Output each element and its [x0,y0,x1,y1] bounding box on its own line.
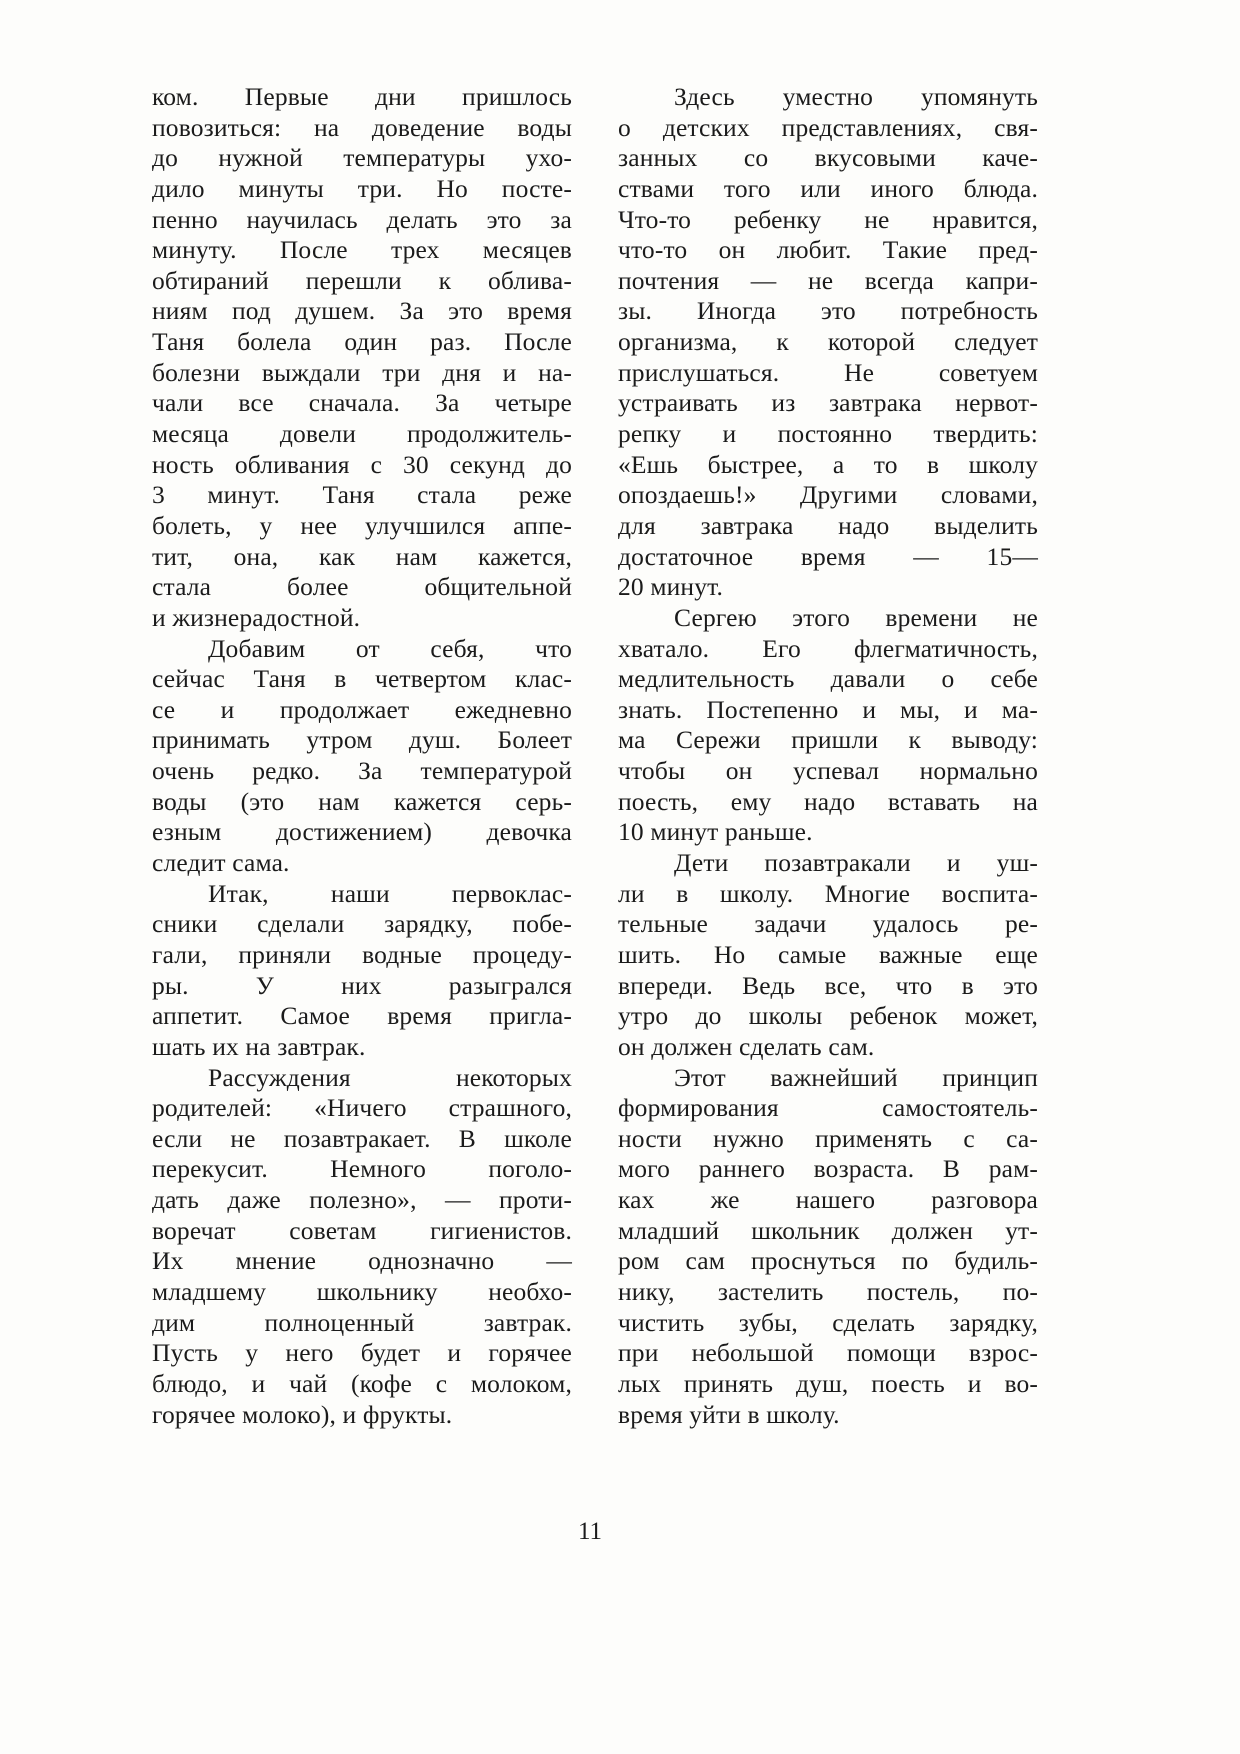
text-line: Их мнение однозначно — [152,1246,572,1276]
text-line: стала более общительной [152,572,572,602]
text-line: о детских представлениях, свя- [618,112,1038,142]
text-line: медлительность давали о себе [618,664,1038,694]
text-line: сейчас Таня в четвертом клас- [152,664,572,694]
text-line: се и продолжает ежедневно [152,694,572,724]
text-line: Сергею этого времени не [674,602,1038,632]
text-line: чистить зубы, сделать зарядку, [618,1307,1038,1337]
text-line: впереди. Ведь все, что в это [618,970,1038,1000]
text-line: очень редко. За температурой [152,756,572,786]
text-line: Итак, наши первоклас- [208,878,572,908]
text-line: Что-то ребенку не нравится, [618,204,1038,234]
text-line: знать. Постепенно и мы, и ма- [618,694,1038,724]
text-line: младший школьник должен ут- [618,1215,1038,1245]
text-line: Этот важнейший принцип [674,1062,1038,1092]
text-line: зы. Иногда это потребность [618,296,1038,326]
text-line: почтения — не всегда капри- [618,265,1038,295]
text-line: перекусит. Немного поголо- [152,1154,572,1184]
text-line: ность обливания с 30 секунд до [152,449,572,479]
text-line: ком. Первые дни пришлось [152,82,572,111]
text-line: ках же нашего разговора [618,1185,1038,1215]
text-line: аппетит. Самое время пригла- [152,1001,572,1031]
text-line: дим полноценный завтрак. [152,1307,572,1337]
text-line: Пусть у него будет и горячее [152,1338,572,1368]
text-line: родителей: «Ничего страшного, [152,1093,572,1123]
text-column-right [618,82,1038,1430]
text-line: горячее молоко), и фрукты. [152,1399,453,1429]
text-line: 10 минут раньше. [618,817,813,847]
text-line: прислушаться. Не советуем [618,357,1038,387]
text-column-left [152,82,572,1430]
text-line: болеть, у нее улучшился аппе- [152,510,572,540]
text-line: шать их на завтрак. [152,1031,366,1061]
text-line: репку и постоянно твердить: [618,419,1038,449]
text-line: ром сам проснуться по будиль- [618,1246,1038,1276]
text-line: чтобы он успевал нормально [618,756,1038,786]
text-line: занных со вкусовыми каче- [618,143,1038,173]
text-line: дило минуты три. Но посте- [152,173,572,203]
text-line: гали, приняли водные процеду- [152,939,572,969]
text-line: нику, застелить постель, по- [618,1276,1038,1306]
text-line: если не позавтракает. В школе [152,1123,572,1153]
text-line: Добавим от себя, что [208,633,572,663]
text-line: он должен сделать сам. [618,1031,875,1061]
text-line: до нужной температуры ухо- [152,143,572,173]
text-line: что-то он любит. Такие пред- [618,235,1038,265]
text-line: Таня болела один раз. После [152,327,572,357]
text-line: организма, к которой следует [618,327,1038,357]
text-line: Здесь уместно упомянуть [674,82,1038,111]
text-line: время уйти в школу. [618,1399,840,1429]
text-line: шить. Но самые важные еще [618,939,1038,969]
text-line: воречат советам гигиенистов. [152,1215,572,1245]
text-line: ма Сережи пришли к выводу: [618,725,1038,755]
text-line: поесть, ему надо вставать на [618,786,1038,816]
text-line: пенно научилась делать это за [152,204,572,234]
text-line: минуту. После трех месяцев [152,235,572,265]
text-line: обтираний перешли к облива- [152,265,572,295]
text-line: опоздаешь!» Другими словами, [618,480,1038,510]
text-line: «Ешь быстрее, а то в школу [618,449,1038,479]
text-line: младшему школьнику необхо- [152,1276,572,1306]
text-line: для завтрака надо выделить [618,510,1038,540]
text-line: при небольшой помощи взрос- [618,1338,1038,1368]
text-line: 20 минут. [618,572,724,602]
text-line: воды (это нам кажется серь- [152,786,572,816]
text-line: месяца довели продолжитель- [152,419,572,449]
page-number: 11 [577,1518,603,1545]
text-line: дать даже полезно», — проти- [152,1185,572,1215]
text-line: чали все сначала. За четыре [152,388,572,418]
text-line: повозиться: на доведение воды [152,112,572,142]
text-line: Дети позавтракали и уш- [674,848,1038,878]
text-line: и жизнерадостной. [152,602,361,632]
text-line: тит, она, как нам кажется, [152,541,572,571]
text-line: езным достижением) девочка [152,817,572,847]
text-line: ли в школу. Многие воспита- [618,878,1038,908]
text-line: блюдо, и чай (кофе с молоком, [152,1368,572,1398]
text-line: мого раннего возраста. В рам- [618,1154,1038,1184]
text-line: ствами того или иного блюда. [618,173,1038,203]
text-line: ры. У них разыгрался [152,970,572,1000]
text-line: ности нужно применять с са- [618,1123,1038,1153]
text-line: лых принять душ, поесть и во- [618,1368,1038,1398]
text-line: хватало. Его флегматичность, [618,633,1038,663]
text-line: 3 минут. Таня стала реже [152,480,572,510]
text-line: сники сделали зарядку, побе- [152,909,572,939]
text-line: ниям под душем. За это время [152,296,572,326]
text-line: тельные задачи удалось ре- [618,909,1038,939]
text-line: болезни выждали три дня и на- [152,357,572,387]
text-line: достаточное время — 15— [618,541,1038,571]
text-line: устраивать из завтрака нервот- [618,388,1038,418]
text-line: формирования самостоятель- [618,1093,1038,1123]
text-line: Рассуждения некоторых [208,1062,572,1092]
text-line: принимать утром душ. Болеет [152,725,572,755]
text-line: следит сама. [152,848,290,878]
text-line: утро до школы ребенок может, [618,1001,1038,1031]
